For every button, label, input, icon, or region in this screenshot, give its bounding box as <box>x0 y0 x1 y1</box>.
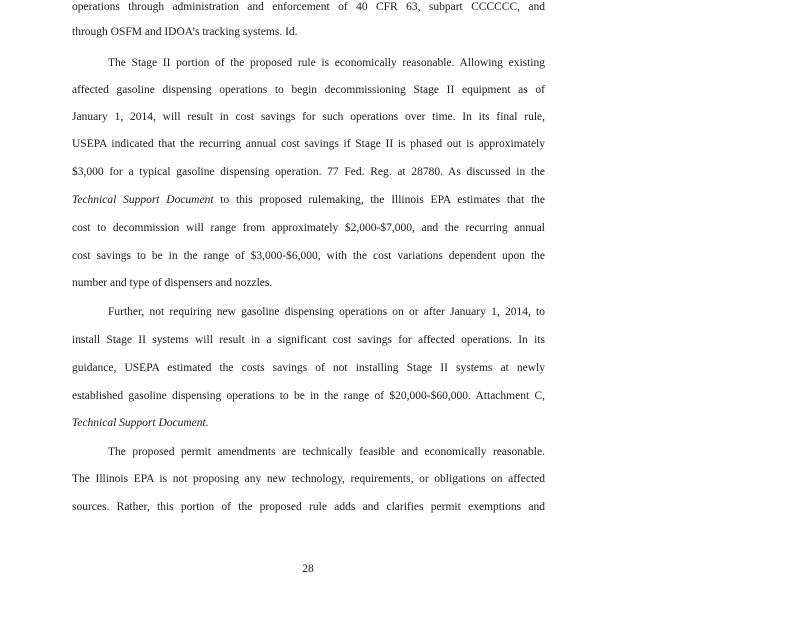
text-line: cost to decommission will range from approximately $2,000-$7,000, and the recurring annual <box>72 222 545 234</box>
text-line: install Stage II systems will result in a significant cost savings for affected operations. In its <box>72 334 545 346</box>
text-line: through OSFM and IDOA’s tracking systems. Id. <box>72 26 298 38</box>
text-line-mixed: Technical Support Document to this proposed rulemaking, the Illinois EPA estimates that the <box>72 194 545 206</box>
text-line: Technical Support Document. <box>72 417 209 429</box>
text-line: affected gasoline dispensing operations to begin decommissioning Stage II equipment as of <box>72 84 545 96</box>
italic-title: Technical Support Document <box>72 194 214 206</box>
text-line: The Illinois EPA is not proposing any new technology, requirements, or obligations on affected <box>72 473 545 485</box>
page-number: 28 <box>302 563 314 575</box>
text-line: The Stage II portion of the proposed rule is economically reasonable. Allowing existing <box>108 57 545 69</box>
text-line: number and type of dispensers and nozzles. <box>72 277 273 289</box>
text-line: guidance, USEPA estimated the costs savings of not installing Stage II systems at newly <box>72 362 545 374</box>
text-line: January 1, 2014, will result in cost savings for such operations over time. In its final rule, <box>72 111 545 123</box>
text-line: cost savings to be in the range of $3,000-$6,000, with the cost variations dependent upon the <box>72 250 545 262</box>
text-line: operations through administration and enforcement of 40 CFR 63, subpart CCCCCC, and <box>72 1 545 13</box>
text-line: USEPA indicated that the recurring annual cost savings if Stage II is phased out is approximately <box>72 138 545 150</box>
text-line: sources. Rather, this portion of the proposed rule adds and clarifies permit exemptions and <box>72 501 545 513</box>
text-line: Further, not requiring new gasoline dispensing operations on or after January 1, 2014, to <box>108 306 545 318</box>
text-line: $3,000 for a typical gasoline dispensing operation. 77 Fed. Reg. at 28780. As discussed in the <box>72 166 545 178</box>
text-line: The proposed permit amendments are technically feasible and economically reasonable. <box>108 446 545 458</box>
text-line: established gasoline dispensing operations to be in the range of $20,000-$60,000. Attachment C, <box>72 390 545 402</box>
